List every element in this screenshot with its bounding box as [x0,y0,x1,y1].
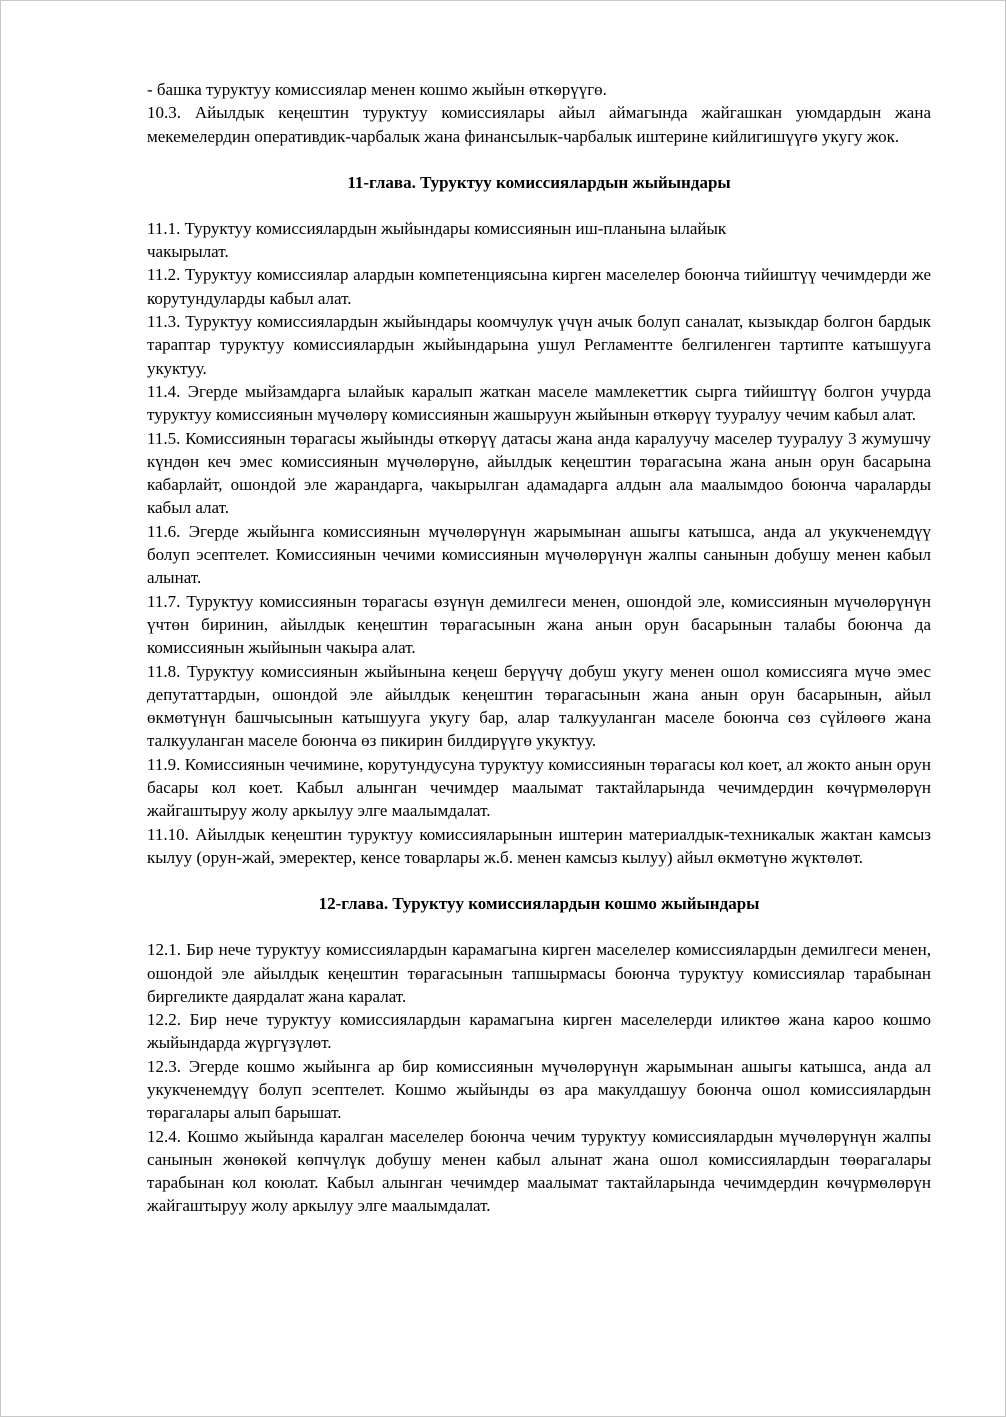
paragraph-11-4: 11.4. Эгерде мыйзамдарга ылайык каралып жаткан маселе мамлекеттик сырга тийиштүү болгон учурда туруктуу комиссиянын мүчөлөрү комиссиянын жашыруун жыйынын өткөрүү тууралуу чечим кабыл алат. [147,381,931,425]
chapter-12-title: 12-глава. Туруктуу комиссиялардын кошмо жыйындары [318,894,760,914]
paragraph-10-3: 10.3. Айылдык кеңештин туруктуу комиссиялары айыл аймагында жайгашкан уюмдардын жана мекемелердин оперативдик-чарбалык жана финансылык-чарбалык иштерине кийлигишүүгө укугу жок. [147,103,931,146]
intro-line: - башка туруктуу комиссиялар менен кошмо жыйын өткөрүүгө. [147,80,607,99]
paragraph-12-1: 12.1. Бир нече туруктуу комиссиялардын карамагына кирген маселелер комиссиялардын демилгеси менен, ошондой эле айылдык кеңештин төрагасынын тапшырмасы боюнча туруктуу комиссиялар тарабынан биргеликте даярдалат жана каралат. [147,940,931,1006]
paragraph-11-8: 11.8. Туруктуу комиссиянын жыйынына кеңеш берүүчү добуш укугу менен ошол комиссияга мүчө эмес депутаттардын, ошондой эле айылдык кеңештин төрагасынын жана анын орун басарынын, айыл өкмөтүнүн башчысынын катышууга укугу бар, алар талкууланган маселе боюнча сөз сүйлөөгө жана талкууланган маселе боюнча өз пикирин билдирүүгө укуктуу. [147,661,931,751]
paragraph-11-7: 11.7. Туруктуу комиссиянын төрагасы өзүнүн демилгеси менен, ошондой эле, комиссиянын мүчөлөрүнүн үчтөн биринин, айылдык кеңештин төрагасынын жана анын орун басарынын талабы боюнча да комиссиянын жыйынын чакыра алат. [147,591,931,658]
chapter-11-title: 11-глава. Туруктуу комиссиялардын жыйындары [347,172,731,192]
paragraph-11-10: 11.10. Айылдык кеңештин туруктуу комиссияларынын иштерин материалдык-техникалык жактан камсыз кылуу (орун-жай, эмеректер, кенсе товарлары ж.б. менен камсыз кылуу) айыл өкмөтүнө жүктөлөт. [147,824,931,867]
paragraph-11-5: 11.5. Комиссиянын төрагасы жыйынды өткөрүү датасы жана анда каралуучу маселер тууралуу 3 жумушчу күндөн кеч эмес комиссиянын мүчөлөрүнө, айылдык кеңештин төрагасына жана анын орун басарына кабарлайт, ошондой эле жарандарга, чакырылган адамадарга алдын ала маалымдоо боюнча чараларды кабыл алат. [147,428,931,518]
document-content [147,78,931,1218]
paragraph-11-1-cont: чакырылат. [147,242,229,262]
paragraph-11-3: 11.3. Туруктуу комиссиялардын жыйындары коомчулук үчүн ачык болуп саналат, кызыкдар болгон бардык тараптар туруктуу комиссиялардын жыйындарына ушул Регламентте белгиленген тартипте катышууга укуктуу. [147,312,931,378]
paragraph-11-9: 11.9. Комиссиянын чечимине, корутундусуна туруктуу комиссиянын төрагасы кол коет, ал жокто анын орун басары кол коет. Кабыл алынган чечимдер маалымат тактайларында чечимдердин көчүрмөлөрүн жайгаштыруу жолу аркылуу элге маалымдалат. [147,754,931,821]
paragraph-12-3: 12.3. Эгерде кошмо жыйынга ар бир комиссиянын мүчөлөрүнүн жарымынан ашыгы катышса, анда ал укукченемдүү болуп эсептелет. Кошмо жыйынды өз ара макулдашуу боюнча ошол комиссиялардын төрагалары алып барышат. [147,1056,931,1123]
paragraph-12-2: 12.2. Бир нече туруктуу комиссиялардын карамагына кирген маселелерди иликтөө жана кароо кошмо жыйындарда жүргүзүлөт. [147,1010,931,1053]
paragraph-11-1: 11.1. Туруктуу комиссиялардын жыйындары комиссиянын иш-планына ылайык [147,218,727,238]
paragraph-11-6: 11.6. Эгерде жыйынга комиссиянын мүчөлөрүнүн жарымынан ашыгы катышса, анда ал укукченемдүү болуп эсептелет. Комиссиянын чечими комиссиянын мүчөлөрүнүн жалпы санынын добушу менен кабыл алынат. [147,521,931,588]
paragraph-12-4: 12.4. Кошмо жыйында каралган маселелер боюнча чечим туруктуу комиссиялардын мүчөлөрүнүн жалпы санынын жөнөкөй көпчүлүк добушу менен кабыл алынат жана ошол комиссиялардын төөрагалары тарабынан кол коюлат. Кабыл алынган чечимдер маалымат тактайларында чечимдердин көчүрмөлөрүн жайгаштыруу жолу аркылуу элге маалымдалат. [147,1126,931,1216]
paragraph-11-2: 11.2. Туруктуу комиссиялар алардын компетенциясына кирген маселелер боюнча тийиштүү чечимдерди же корутундуларды кабыл алат. [147,265,931,308]
